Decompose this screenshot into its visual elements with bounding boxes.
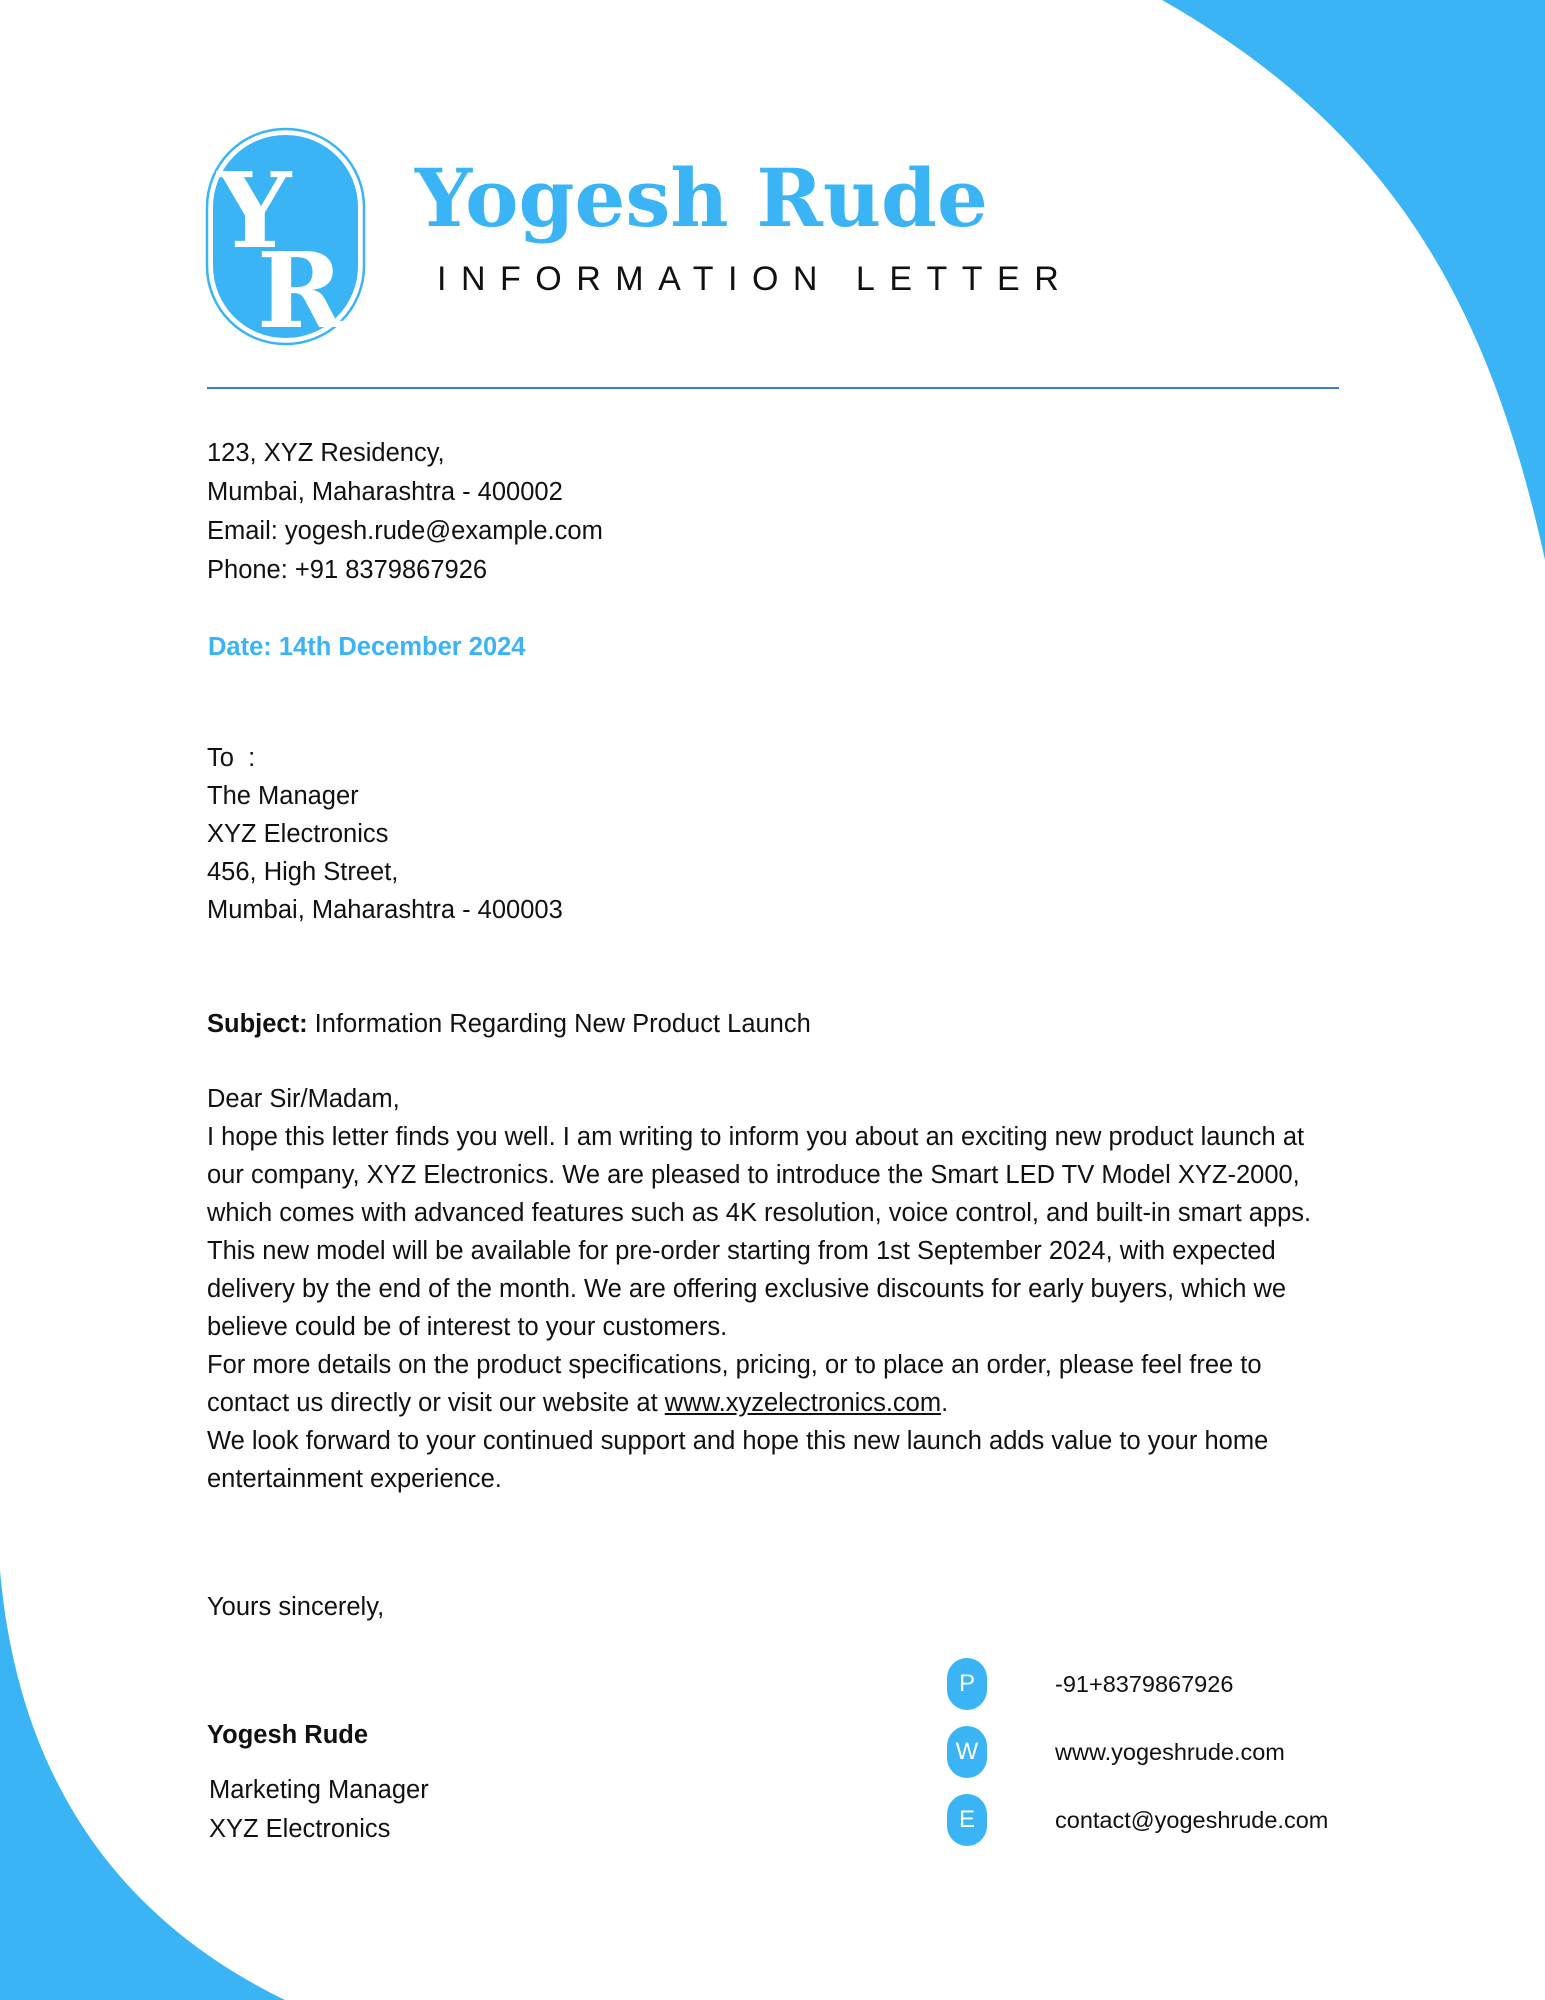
contact-phone-text: -91+8379867926	[1055, 1670, 1234, 1697]
body-paragraph-3-end: .	[941, 1389, 949, 1417]
svg-text:R: R	[257, 229, 344, 346]
header-divider	[207, 387, 1339, 389]
letter-body	[207, 1080, 1347, 1498]
top-right-blue-swoosh	[1162, 0, 1545, 560]
body-paragraph-2: This new model will be available for pre-order starting from 1st September 2024, with expected delivery by the end of the month. We are offering exclusive discounts for early buyers, which we believe could be of interest to your customers.	[207, 1237, 1287, 1341]
body-paragraph-3-text: For more details on the product specifications, pricing, or to place an order, please feel free to contact us directly or visit our website at	[207, 1351, 1262, 1417]
recipient-address-line1: 456, High Street,	[207, 858, 399, 886]
signature-company: XYZ Electronics	[209, 1815, 391, 1843]
contact-phone[interactable]	[947, 1658, 1233, 1710]
sender-address-line1: 123, XYZ Residency,	[207, 439, 445, 467]
monogram-logo	[205, 127, 370, 346]
subject-line	[207, 1005, 811, 1044]
signature-details	[209, 1771, 429, 1849]
signature-role: Marketing Manager	[209, 1776, 429, 1804]
web-icon: W	[947, 1726, 987, 1778]
signature-name: Yogesh Rude	[207, 1721, 369, 1749]
body-paragraph-4: We look forward to your continued support and hope this new launch adds value to your home entertainment experience.	[207, 1427, 1269, 1493]
phone-icon: P	[947, 1658, 987, 1710]
contact-email[interactable]	[947, 1794, 1328, 1846]
recipient-company: XYZ Electronics	[207, 820, 389, 848]
subject-label: Subject:	[207, 1010, 308, 1038]
contact-email-text: contact@yogeshrude.com	[1055, 1806, 1329, 1833]
subject-text: Information Regarding New Product Launch	[307, 1010, 811, 1038]
sender-address-line2: Mumbai, Maharashtra - 400002	[207, 478, 563, 506]
sender-address	[207, 434, 603, 590]
body-paragraph-3	[207, 1346, 1347, 1422]
brand-name: Yogesh Rude	[415, 151, 988, 245]
contact-website-text: www.yogeshrude.com	[1055, 1738, 1285, 1765]
closing: Yours sincerely,	[207, 1593, 385, 1621]
sender-email: Email: yogesh.rude@example.com	[207, 517, 603, 545]
sender-phone: Phone: +91 8379867926	[207, 556, 488, 584]
recipient-address	[207, 739, 563, 929]
email-icon: E	[947, 1794, 987, 1846]
letter-date: Date: 14th December 2024	[208, 633, 526, 661]
salutation: Dear Sir/Madam,	[207, 1085, 400, 1113]
recipient-title: The Manager	[207, 782, 359, 810]
contact-website[interactable]	[947, 1726, 1285, 1778]
body-paragraph-1: I hope this letter finds you well. I am writing to inform you about an exciting new product launch at our company, XYZ Electronics. We are pleased to introduce the Smart LED TV Model XYZ-2000, which comes with advanced features such as 4K resolution, voice control, and built-in smart apps.	[207, 1123, 1312, 1227]
website-link[interactable]: www.xyzelectronics.com	[664, 1389, 942, 1417]
letter-type-title: INFORMATION LETTER	[437, 260, 1074, 298]
svg-text:Y: Y	[217, 149, 292, 272]
recipient-to-label: To :	[207, 744, 256, 772]
recipient-address-line2: Mumbai, Maharashtra - 400003	[207, 896, 563, 924]
